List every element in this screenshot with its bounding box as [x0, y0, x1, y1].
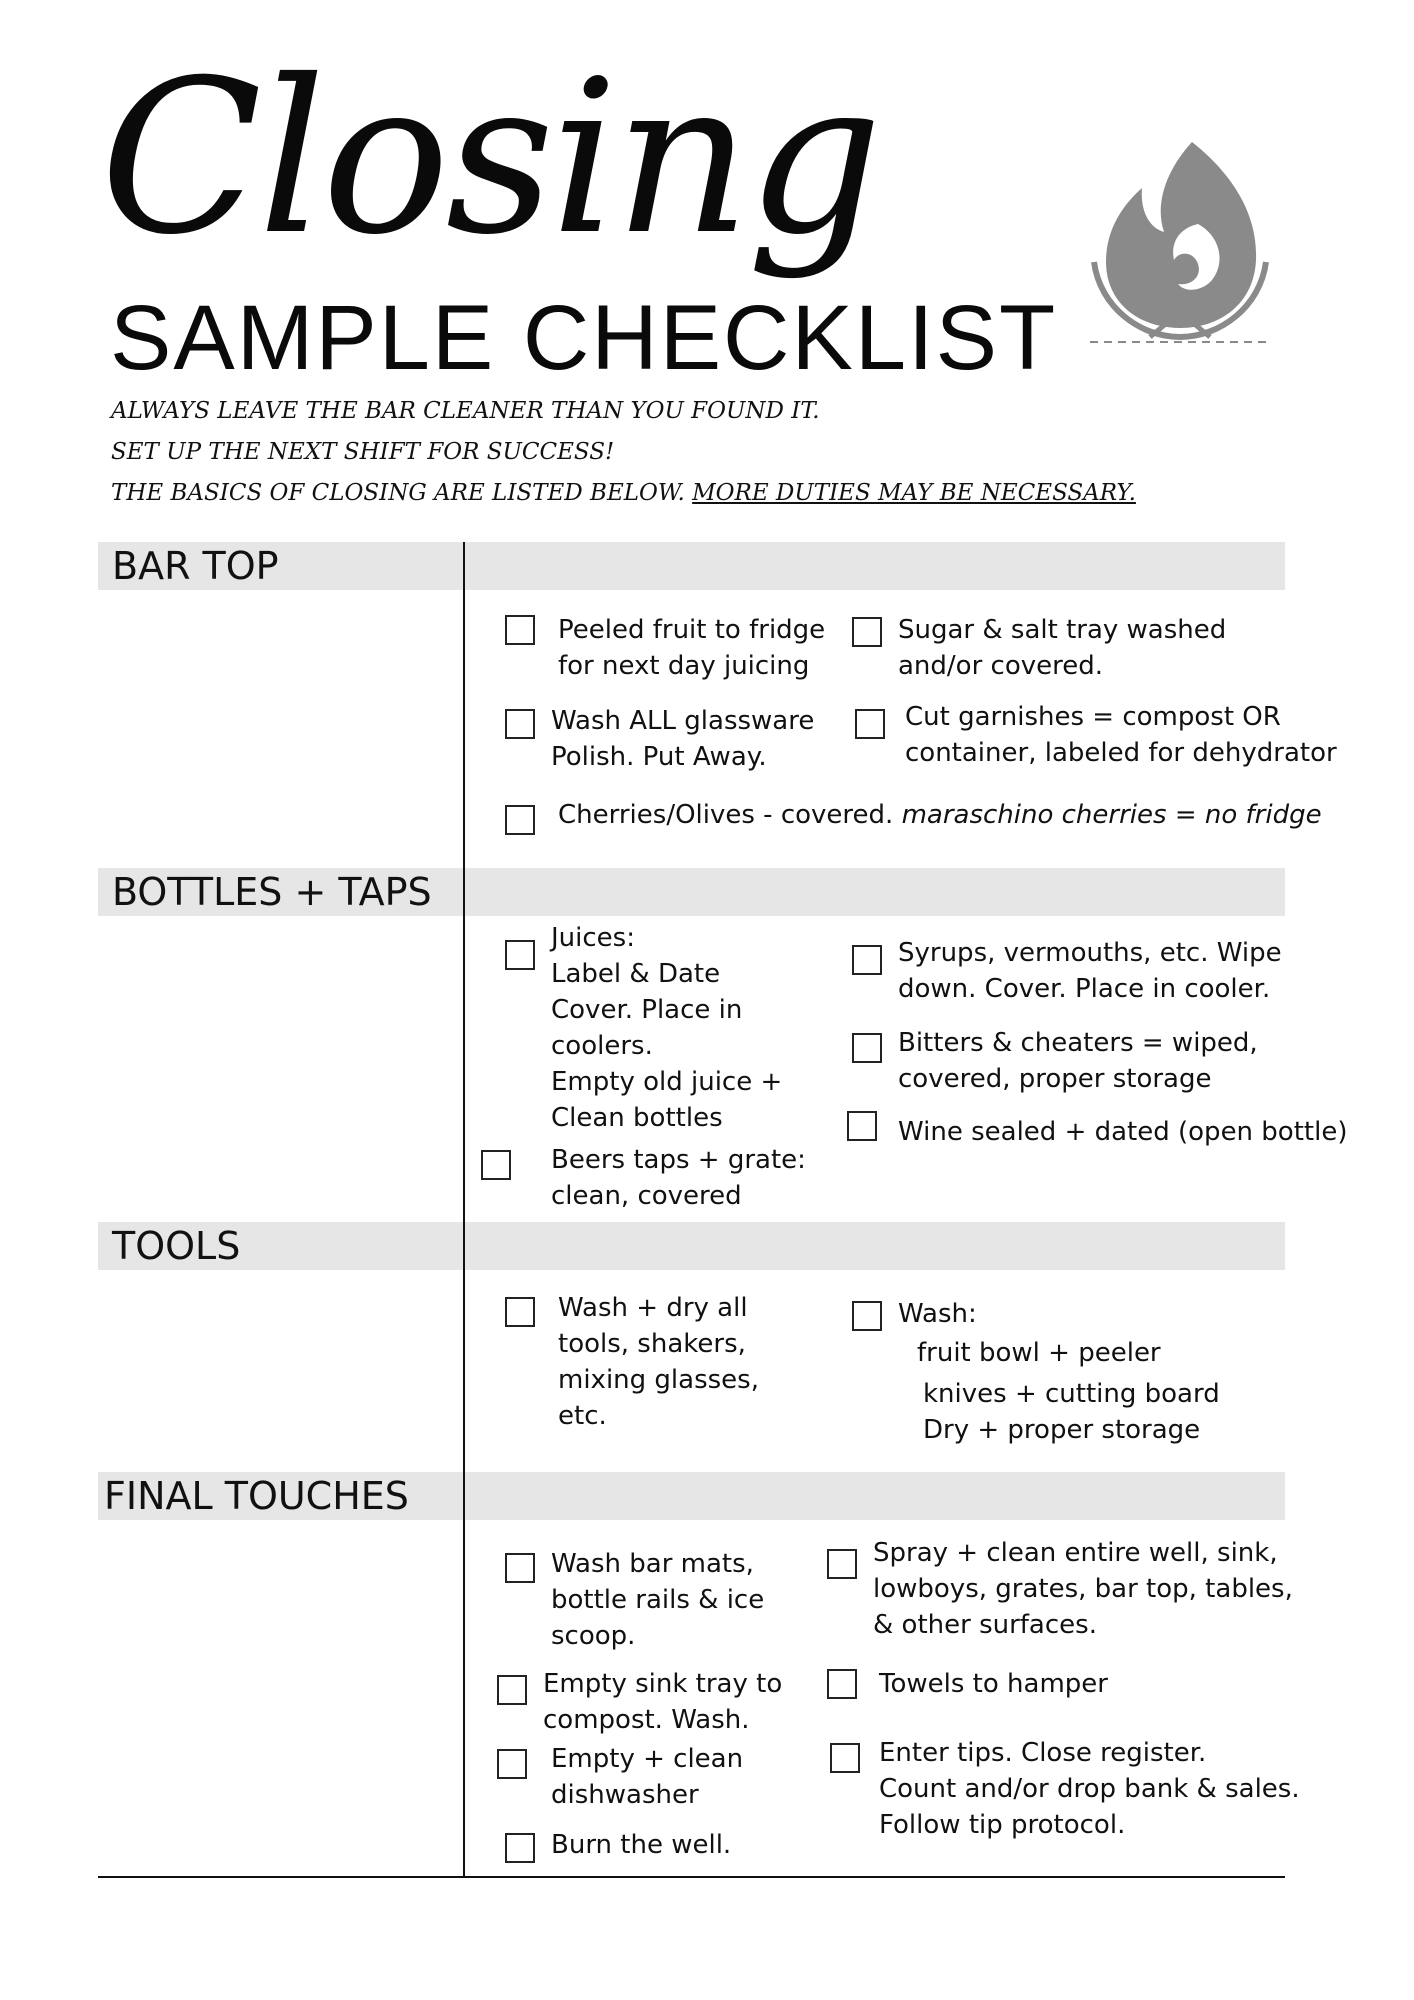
page-title-script: Closing — [100, 34, 879, 281]
checkbox-empty-dishwasher[interactable] — [497, 1749, 527, 1779]
item-sugar-salt-tray: Sugar & salt tray washed and/or covered. — [898, 615, 1227, 681]
intro-line-3-underlined: MORE DUTIES MAY BE NECESSARY. — [692, 480, 1136, 506]
item-bitters-cheaters: Bitters & cheaters = wiped, covered, proper storage — [898, 1028, 1258, 1094]
checkbox-burn-well[interactable] — [505, 1833, 535, 1863]
checkbox-towels-hamper[interactable] — [827, 1669, 857, 1699]
checkbox-wash-dry-tools[interactable] — [505, 1297, 535, 1327]
column-divider — [463, 542, 465, 1878]
item-cherries-olives-note: maraschino cherries = no fridge — [901, 800, 1322, 830]
item-wash-bar-mats: Wash bar mats, bottle rails & ice scoop. — [551, 1549, 765, 1651]
intro-line-3 — [111, 482, 1136, 505]
item-burn-well: Burn the well. — [551, 1830, 732, 1860]
item-cherries-olives — [558, 797, 1322, 833]
checkbox-spray-clean[interactable] — [827, 1549, 857, 1579]
item-juices: Juices: Label & Date Cover. Place in coolers. Empty old juice + Clean bottles — [551, 923, 783, 1133]
intro-line-3-text: THE BASICS OF CLOSING ARE LISTED BELOW. — [111, 480, 693, 506]
checkbox-bitters-cheaters[interactable] — [852, 1033, 882, 1063]
item-wine-sealed: Wine sealed + dated (open bottle) — [898, 1117, 1348, 1147]
checkbox-wash-fruit-bowl[interactable] — [852, 1301, 882, 1331]
section-label-bottles-taps: BOTTLES + TAPS — [112, 870, 432, 914]
item-fruit-bowl-peeler: fruit bowl + peeler — [917, 1338, 1161, 1368]
checkbox-wash-bar-mats[interactable] — [505, 1553, 535, 1583]
section-label-bar-top: BAR TOP — [112, 544, 279, 588]
item-syrups-vermouths: Syrups, vermouths, etc. Wipe down. Cover. Place in cooler. — [898, 938, 1282, 1004]
intro-line-1: ALWAYS LEAVE THE BAR CLEANER THAN YOU FOUND IT. — [111, 398, 820, 424]
checkbox-cut-garnishes[interactable] — [855, 709, 885, 739]
item-knives-cutting-board: knives + cutting board Dry + proper storage — [923, 1379, 1220, 1445]
checkbox-empty-sink-tray[interactable] — [497, 1675, 527, 1705]
item-cut-garnishes: Cut garnishes = compost OR container, labeled for dehydrator — [905, 702, 1337, 768]
checkbox-peeled-fruit[interactable] — [505, 615, 535, 645]
page-title: SAMPLE CHECKLIST — [110, 287, 1058, 389]
item-wash-glassware: Wash ALL glassware Polish. Put Away. — [551, 706, 815, 772]
checkbox-cherries-olives[interactable] — [505, 805, 535, 835]
intro-line-2: SET UP THE NEXT SHIFT FOR SUCCESS! — [111, 439, 615, 465]
item-empty-dishwasher: Empty + clean dishwasher — [551, 1744, 744, 1810]
section-label-final-touches: FINAL TOUCHES — [104, 1474, 409, 1518]
item-spray-clean: Spray + clean entire well, sink, lowboys, grates, bar top, tables, & other surfaces. — [873, 1538, 1293, 1640]
item-cherries-olives-text: Cherries/Olives - covered. — [558, 800, 902, 830]
item-wash-label: Wash: — [898, 1299, 977, 1329]
checkbox-syrups-vermouths[interactable] — [852, 945, 882, 975]
section-band-tools — [98, 1222, 1285, 1270]
checkbox-beer-taps[interactable] — [481, 1150, 511, 1180]
checkbox-wine-sealed[interactable] — [847, 1111, 877, 1141]
item-empty-sink-tray: Empty sink tray to compost. Wash. — [543, 1669, 783, 1735]
checkbox-enter-tips[interactable] — [830, 1743, 860, 1773]
item-towels-hamper: Towels to hamper — [879, 1669, 1108, 1699]
item-enter-tips: Enter tips. Close register. Count and/or drop bank & sales. Follow tip protocol. — [879, 1738, 1300, 1840]
section-label-tools: TOOLS — [112, 1224, 241, 1268]
item-peeled-fruit: Peeled fruit to fridge for next day juicing — [558, 615, 826, 681]
checkbox-sugar-salt-tray[interactable] — [852, 617, 882, 647]
flame-icon — [1080, 132, 1280, 352]
checkbox-juices[interactable] — [505, 940, 535, 970]
checkbox-wash-glassware[interactable] — [505, 709, 535, 739]
item-beer-taps: Beers taps + grate: clean, covered — [551, 1145, 806, 1211]
bottom-rule — [98, 1876, 1285, 1878]
item-wash-dry-tools: Wash + dry all tools, shakers, mixing glasses, etc. — [558, 1293, 759, 1431]
